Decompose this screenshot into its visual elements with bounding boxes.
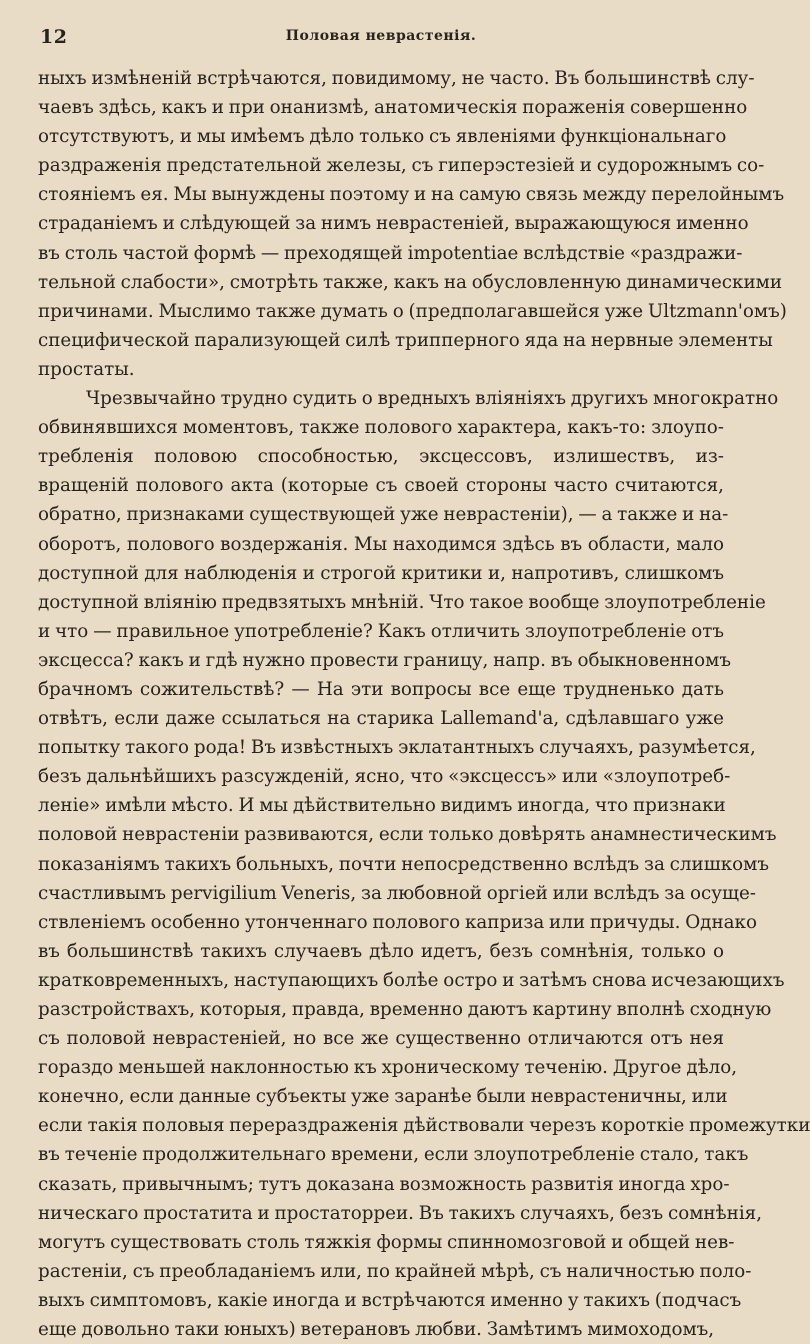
text-line: разстройствахъ, которыя, правда, временно даютъ картину вполнѣ сходную — [38, 999, 772, 1020]
text-line: въ большинствѣ такихъ случаевъ дѣло идетъ, безъ сомнѣнія, только о — [38, 940, 724, 962]
text-line: стояніемъ ея. Мы вынуждены поэтому и на самую связь между перелойнымъ — [38, 184, 785, 206]
page-number: 12 — [40, 26, 68, 48]
text-line: растеніи, съ преобладаніемъ или, по крайней мѣрѣ, съ наличностью поло- — [38, 1260, 752, 1282]
paragraph-1 — [38, 64, 787, 384]
running-title: Половая неврастенія. — [285, 28, 477, 44]
text-line: раздраженія предстательной железы, съ гиперэстезіей и судорожнымъ со- — [38, 155, 765, 177]
text-line: ствленіемъ особенно утонченнаго полового каприза или причуды. Однако — [38, 911, 757, 933]
text-line: отсутствуютъ, и мы имѣемъ дѣло только съ явленіями функціональнаго — [38, 126, 727, 148]
text-line: счастливымъ pervigilium Veneris, за любовной оргіей или вслѣдъ за осуще- — [38, 882, 756, 904]
text-line: и что — правильное употребленіе? Какъ отличить злоупотребленіе отъ — [38, 620, 724, 642]
text-line: доступной вліянію предвзятыхъ мнѣній. Что такое вообще злоупотребленіе — [38, 591, 766, 613]
text-line: тельной слабости», смотрѣть также, какъ на обусловленную динамическими — [38, 271, 783, 293]
text-line: требленія половою способностью, эксцессовъ, излишествъ, из- — [38, 446, 724, 468]
text-line: попытку такого рода! Въ извѣстныхъ эклатантныхъ случаяхъ, разумѣется, — [38, 737, 756, 759]
text-line: могутъ существовать столь тяжкія формы спинномозговой и общей нев- — [38, 1231, 735, 1253]
text-line: доступной для наблюденія и строгой критики и, напротивъ, слишкомъ — [38, 562, 724, 584]
body-text — [38, 64, 810, 1344]
text-line: если такія половыя перераздраженія дѣйствовали черезъ короткіе промежутки — [38, 1115, 810, 1137]
text-line: обвинявшихся моментовъ, также полового характера, какъ-то: злоупо- — [38, 417, 724, 439]
text-line: Чрезвычайно трудно судить о вредныхъ вліяніяхъ другихъ многократно — [86, 388, 779, 410]
text-line: чаевъ здѣсь, какъ и при онанизмѣ, анатомическія пораженія совершенно — [38, 97, 748, 119]
text-line: показаніямъ такихъ больныхъ, почти непосредственно вслѣдъ за слишкомъ — [38, 853, 769, 875]
text-line: эксцесса? какъ и гдѣ нужно провести границу, напр. въ обыкновенномъ — [38, 649, 731, 671]
text-line: кратковременныхъ, наступающихъ болѣе остро и затѣмъ снова исчезающихъ — [38, 969, 785, 991]
paragraph-2 — [38, 384, 810, 1344]
text-line: обратно, признаками существующей уже неврастеніи), — а также и на- — [38, 504, 729, 526]
text-line: вращеній полового акта (которые съ своей стороны часто считаются, — [38, 475, 724, 497]
text-line: ныхъ измѣненій встрѣчаются, повидимому, не часто. Въ большинствѣ слу- — [38, 68, 755, 89]
text-line: простаты. — [38, 358, 135, 380]
text-line: оборотъ, полового воздержанія. Мы находимся здѣсь въ области, мало — [38, 533, 724, 555]
text-line: сказать, привычнымъ; тутъ доказана возможность развитія иногда хро- — [38, 1173, 730, 1195]
text-line: страданіемъ и слѣдующей за нимъ неврастеніей, выражающуюся именно — [38, 213, 749, 235]
text-line: специфической парализующей силѣ трипперного яда на нервные элементы — [38, 329, 773, 351]
text-line: причинами. Мыслимо также думать о (предполагавшейся уже Ultzmann'омъ) — [38, 300, 787, 322]
text-line: леніе» имѣли мѣсто. И мы дѣйствительно видимъ иногда, что признаки — [38, 795, 726, 817]
text-line: безъ дальнѣйшихъ разсужденій, ясно, что «эксцессъ» или «злоупотреб- — [38, 766, 731, 788]
running-head — [38, 22, 724, 52]
text-line: гораздо меньшей наклонностью къ хроническому теченію. Другое дѣло, — [38, 1057, 738, 1079]
text-line: выхъ симптомовъ, какіе иногда и встрѣчаются именно у такихъ (подчасъ — [38, 1289, 742, 1311]
text-line: брачномъ сожительствѣ? — На эти вопросы все еще трудненько дать — [38, 678, 724, 700]
text-line: въ столь частой формѣ — преходящей impotentiae вслѣдствіе «раздражи- — [38, 242, 743, 264]
text-line: половой неврастеніи развиваются, если только довѣрять анамнестическимъ — [38, 824, 777, 846]
text-line: еще довольно таки юныхъ) ветерановъ любви. Замѣтимъ мимоходомъ, — [38, 1319, 715, 1341]
text-line: въ теченіе продолжительнаго времени, если злоупотребленіе стало, такъ — [38, 1144, 749, 1166]
text-line: съ половой неврастеніей, но все же существенно отличаются отъ нея — [38, 1028, 724, 1050]
text-line: ническаго простатита и простаторреи. Въ такихъ случаяхъ, безъ сомнѣнія, — [38, 1202, 763, 1224]
text-line: конечно, если данные субъекты уже заранѣе были неврастеничны, или — [38, 1086, 728, 1108]
text-line: отвѣтъ, если даже ссылаться на старика Lallemand'а, сдѣлавшаго уже — [38, 708, 724, 730]
